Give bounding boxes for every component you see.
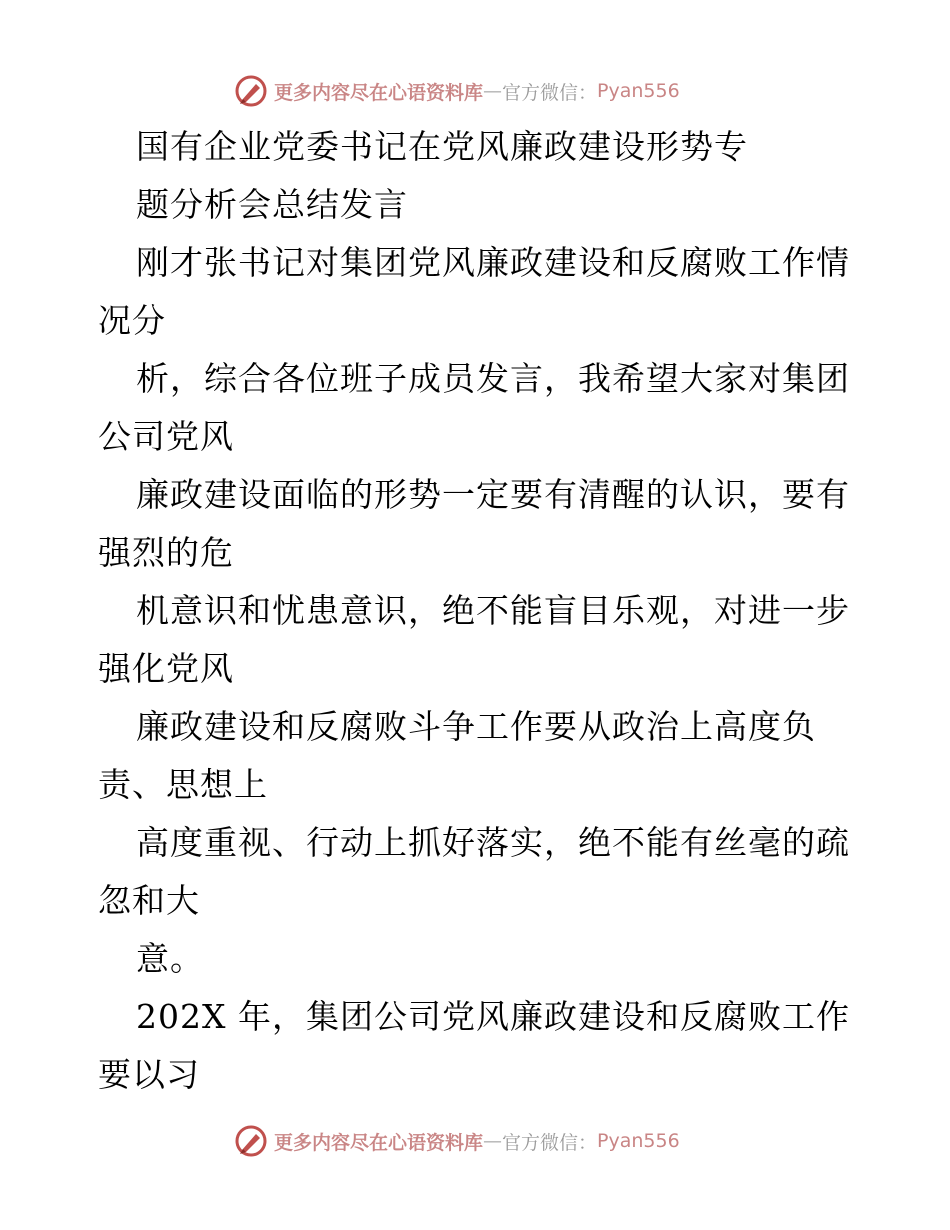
- doc-line: 题分析会总结发言: [136, 185, 408, 224]
- doc-line: 要以习: [98, 1055, 200, 1094]
- banner-official-label: 官方微信：: [502, 81, 598, 104]
- doc-line: 意。: [136, 939, 204, 978]
- banner-separator: —: [483, 1130, 503, 1152]
- banner-wechat-id: Pyan556: [597, 1130, 680, 1152]
- doc-line: 高度重视、行动上抓好落实，绝不能有丝毫的疏: [136, 823, 850, 862]
- doc-line: 刚才张书记对集团党风廉政建设和反腐败工作情: [136, 243, 850, 282]
- doc-line: 忽和大: [98, 881, 200, 920]
- banner-brand: 更多内容尽在心语资料库: [274, 1131, 484, 1154]
- document-body: [98, 118, 888, 1104]
- banner-official-label: 官方微信：: [502, 1131, 598, 1154]
- doc-line: 国有企业党委书记在党风廉政建设形势专: [136, 127, 748, 166]
- footer-banner: [234, 1124, 680, 1158]
- doc-line: 公司党风: [98, 417, 234, 456]
- doc-line: 强烈的危: [98, 533, 234, 572]
- banner-wechat-id: Pyan556: [597, 80, 680, 102]
- doc-line: 责、思想上: [98, 765, 268, 804]
- doc-line: 廉政建设和反腐败斗争工作要从政治上高度负: [136, 707, 816, 746]
- banner-separator: —: [483, 80, 503, 102]
- pen-logo-icon: [234, 1124, 268, 1158]
- banner-brand: 更多内容尽在心语资料库: [274, 81, 484, 104]
- doc-line: 廉政建设面临的形势一定要有清醒的认识，要有: [136, 475, 850, 514]
- pen-logo-icon: [234, 74, 268, 108]
- header-banner: [234, 74, 680, 108]
- doc-line: 机意识和忧患意识，绝不能盲目乐观，对进一步: [136, 591, 850, 630]
- doc-line: 况分: [98, 301, 166, 340]
- doc-line: 析，综合各位班子成员发言，我希望大家对集团: [136, 359, 850, 398]
- doc-line: 202X 年，集团公司党风廉政建设和反腐败工作: [136, 997, 850, 1036]
- doc-line: 强化党风: [98, 649, 234, 688]
